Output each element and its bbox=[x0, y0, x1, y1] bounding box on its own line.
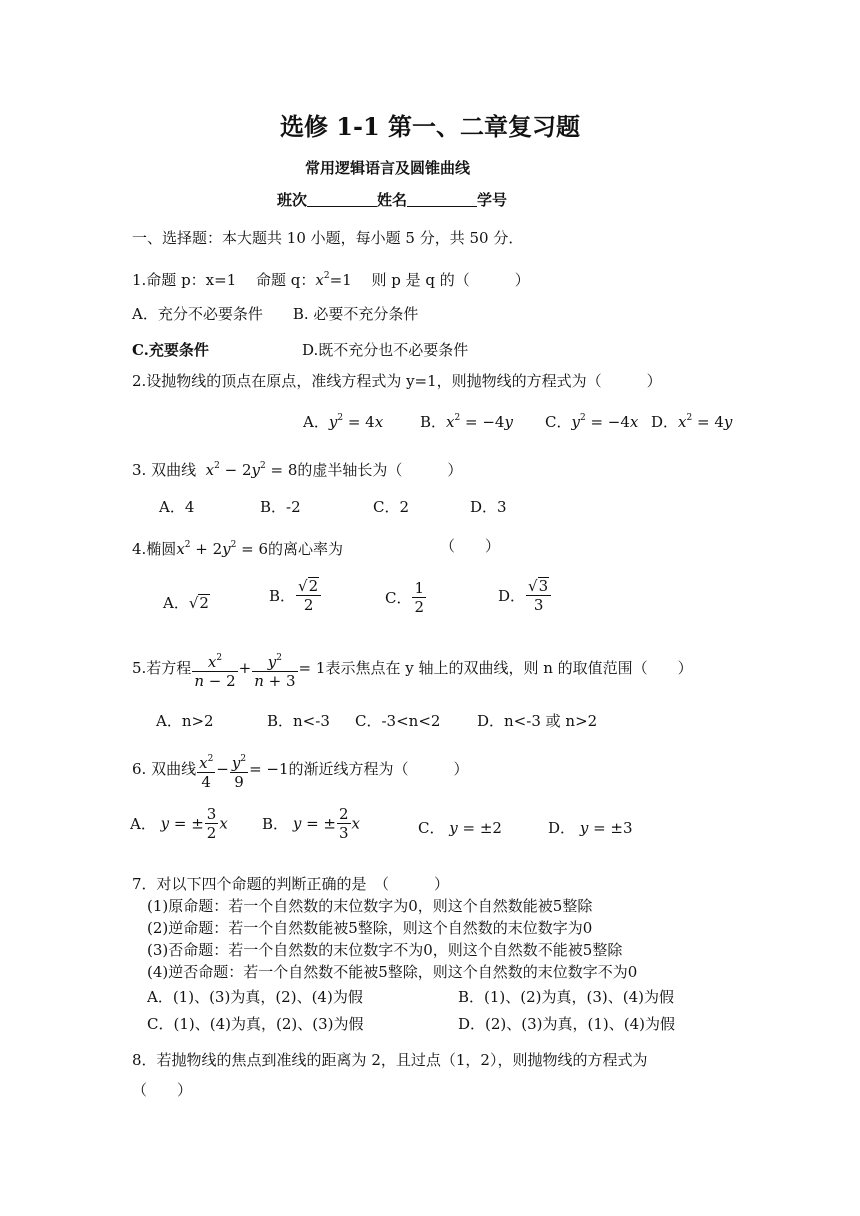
question-7: 7．对以下四个命题的判断正确的是 （ ） bbox=[132, 875, 450, 893]
q1-stem: 1.命题 p：x=1 命题 q： bbox=[132, 271, 316, 289]
q7-item-1: (1)原命题：若一个自然数的末位数字为0，则这个自然数能被5整除 bbox=[147, 897, 593, 915]
q1-stem-end: =1 则 p 是 q 的（ ） bbox=[329, 271, 530, 289]
q4-option-b: B． $\frac{√2}{2}$ bbox=[269, 577, 322, 614]
q3-option-a: A．4 bbox=[159, 498, 195, 516]
section-heading: 一、选择题：本大题共 10 小题，每小题 5 分，共 50 分． bbox=[132, 229, 524, 247]
page-title: 选修 1-1 第一、二章复习题 bbox=[279, 112, 581, 141]
q2-option-c: C．$y^2 = -4x$ bbox=[545, 413, 639, 431]
question-5: 5.若方程 $\frac{x^2}{n - 2}$ + $\frac{y^2}{n + 3}$ = 1表示焦点在 y 轴上的双曲线，则 n 的取值范围（ ） bbox=[132, 648, 693, 690]
question-6: 6. 双曲线 $\frac{x^2}{4}$ − $\frac{y^2}{9}$ = −1的渐近线方程为（ ） bbox=[132, 749, 469, 791]
q6-option-c: C． y = ±2 bbox=[418, 819, 502, 837]
name-blank bbox=[407, 192, 477, 207]
class-blank bbox=[307, 192, 377, 207]
q7-option-b: B．(1)、(2)为真，(3)、(4)为假 bbox=[458, 988, 675, 1006]
id-label: 学号 bbox=[477, 191, 508, 209]
question-8: 8．若抛物线的焦点到准线的距离为 2，且过点（1，2），则抛物线的方程式为 bbox=[132, 1051, 648, 1069]
q4-option-a: A．√2 bbox=[163, 594, 209, 612]
q3-option-d: D．3 bbox=[470, 498, 507, 516]
student-info-line bbox=[277, 190, 507, 210]
subtitle: 常用逻辑语言及圆锥曲线 bbox=[305, 159, 471, 177]
q5-option-c: C．-3<n<2 bbox=[355, 712, 441, 730]
q1-option-d: D.既不充分也不必要条件 bbox=[302, 341, 469, 359]
q1-options-ab: A．充分不必要条件 B. 必要不充分条件 bbox=[132, 305, 419, 323]
q4-option-d: D． $\frac{√3}{3}$ bbox=[498, 577, 552, 614]
q2-option-d: D．$x^2 = 4y$ bbox=[651, 413, 733, 431]
question-4: 4.椭圆$x^2 + 2y^2 = 6$的离心率为 bbox=[132, 540, 344, 558]
q6-option-a: A． y = ± $\frac{3}{2}$ x bbox=[130, 805, 228, 842]
q2-option-b: B．$x^2 = -4y$ bbox=[420, 413, 513, 431]
q3-option-c: C．2 bbox=[373, 498, 410, 516]
q5-option-d: D．n<-3 或 n>2 bbox=[477, 712, 598, 730]
q7-item-4: (4)逆否命题：若一个自然数不能被5整除，则这个自然数的末位数字不为0 bbox=[147, 963, 638, 981]
q6-option-b: B． y = ± $\frac{2}{3}$ x bbox=[262, 805, 360, 842]
q7-option-a: A．(1)、(3)为真，(2)、(4)为假 bbox=[147, 988, 363, 1006]
q4-option-c: C． $\frac{1}{2}$ bbox=[385, 579, 425, 616]
name-label: 姓名 bbox=[377, 191, 408, 209]
q7-option-d: D．(2)、(3)为真，(1)、(4)为假 bbox=[458, 1015, 676, 1033]
q1-formula: $x^2$ bbox=[315, 271, 330, 289]
q1-option-c: C.充要条件 bbox=[132, 341, 209, 359]
q3-option-b: B．-2 bbox=[260, 498, 301, 516]
q8-paren: （ ） bbox=[132, 1081, 193, 1099]
q5-option-a: A．n>2 bbox=[156, 712, 214, 730]
q7-item-2: (2)逆命题：若一个自然数能被5整除，则这个自然数的末位数字为0 bbox=[147, 919, 593, 937]
q6-option-d: D． y = ±3 bbox=[548, 819, 633, 837]
q5-option-b: B．n<-3 bbox=[267, 712, 330, 730]
q7-option-c: C．(1)、(4)为真，(2)、(3)为假 bbox=[147, 1015, 364, 1033]
question-3: 3. 双曲线 $x^2 - 2y^2 = 8$的虚半轴长为（ ） bbox=[132, 461, 463, 479]
question-1 bbox=[132, 266, 530, 290]
q2-option-a: A．$y^2 = 4x$ bbox=[303, 413, 384, 431]
class-label: 班次 bbox=[277, 191, 308, 209]
q4-paren: （ ） bbox=[440, 537, 501, 555]
question-2: 2.设抛物线的顶点在原点，准线方程式为 y=1，则抛物线的方程式为（ ） bbox=[132, 372, 662, 390]
q7-item-3: (3)否命题：若一个自然数的末位数字不为0，则这个自然数不能被5整除 bbox=[147, 941, 623, 959]
